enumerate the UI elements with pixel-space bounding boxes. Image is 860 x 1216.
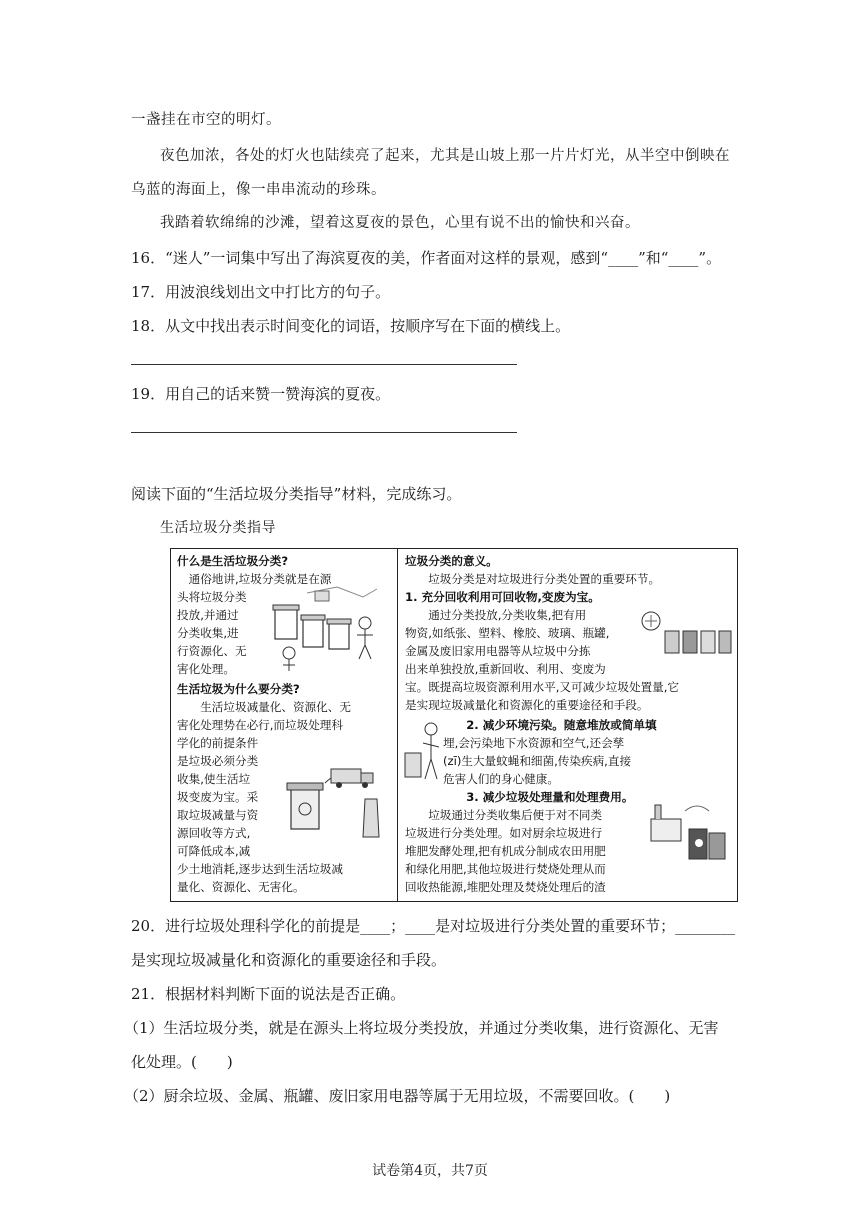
question-20-continued: 是实现垃圾减量化和资源化的重要途径和手段。 (131, 951, 447, 969)
recycle-bins-illustration (637, 607, 733, 661)
figure-text-line: 头将垃圾分类 (177, 590, 247, 604)
figure-heading: 什么是生活垃圾分类? (177, 554, 289, 568)
figure-text-line: 垃圾进行分类处理。如对厨余垃圾进行 (405, 826, 603, 840)
figure-text-line: 圾变废为宝。采 (177, 790, 259, 804)
figure-text-line: 分类收集,进 (177, 626, 239, 640)
figure-text-line: 通俗地讲,垃圾分类就是在源 (177, 572, 332, 586)
figure-text-line: 害化处理势在必行,而垃圾处理科 (177, 718, 343, 732)
figure-text-line: 少土地消耗,逐步达到生活垃圾减 (177, 862, 343, 876)
question-19: 19．用自己的话来赞一赞海滨的夏夜。 (131, 385, 391, 403)
reading-intro: 阅读下面的“生活垃圾分类指导”材料，完成练习。 (131, 485, 462, 503)
question-21-1: （1）生活垃圾分类，就是在源头上将垃圾分类投放，并通过分类收集，进行资源化、无害 (124, 1019, 719, 1037)
figure-text-line: 出来单独投放,重新回收、利用、变废为 (405, 662, 606, 676)
question-21: 21．根据材料判断下面的说法是否正确。 (131, 985, 406, 1003)
passage-paragraph: 我踏着软绵绵的沙滩，望着这夏夜的景色，心里有说不出的愉快和兴奋。 (160, 215, 640, 231)
figure-text-line: 通过分类投放,分类收集,把有用 (405, 608, 587, 622)
figure-text-line: 投放,并通过 (177, 608, 239, 622)
kids-sorting-illustration (267, 579, 393, 677)
figure-text-line: 可降低成本,减 (177, 844, 251, 858)
figure-title: 生活垃圾分类指导 (160, 520, 276, 536)
figure-text-line: (zī)生大量蚊蝇和细菌,传染疾病,直接 (443, 754, 632, 768)
figure-text-line: 回收热能源,堆肥处理及焚烧处理后的渣 (405, 880, 606, 894)
recycling-truck-illustration (281, 759, 391, 851)
waste-processing-illustration (645, 799, 731, 865)
garbage-sorting-guide-figure (170, 548, 738, 902)
figure-text-line: 源回收等方式, (177, 826, 251, 840)
figure-text-line: 垃圾分类是对垃圾进行分类处置的重要环节。 (405, 572, 661, 586)
littering-person-illustration (403, 717, 443, 787)
passage-paragraph-line: 乌蓝的海面上，像一串串流动的珍珠。 (131, 182, 386, 198)
passage-paragraph-line: 夜色加浓，各处的灯火也陆续亮了起来，尤其是山坡上那一片片灯光，从半空中倒映在 (160, 148, 730, 164)
figure-text-line: 危害人们的身心健康。 (443, 772, 559, 786)
figure-text-line: 物资,如纸张、塑料、橡胶、玻璃、瓶罐, (405, 626, 610, 640)
figure-left-column (171, 549, 398, 901)
figure-text-line: 埋,会污染地下水资源和空气,还会孳 (443, 736, 625, 750)
figure-subheading: 3. 减少垃圾处理量和处理费用。 (443, 790, 634, 804)
figure-subheading: 2. 减少环境污染。随意堆放或简单填 (443, 718, 657, 732)
answer-line[interactable] (131, 432, 517, 433)
question-16: 16．“迷人”一词集中写出了海滨夏夜的美，作者面对这样的景观，感到“____”和“____”。 (131, 249, 722, 267)
figure-text-line: 收集,使生活垃 (177, 772, 251, 786)
figure-text-line: 学化的前提条件 (177, 736, 259, 750)
question-20: 20．进行垃圾处理科学化的前提是____；____是对垃圾进行分类处置的重要环节；________ (131, 917, 736, 935)
figure-right-column (399, 549, 737, 901)
answer-line[interactable] (131, 364, 517, 365)
figure-text-line: 是实现垃圾减量化和资源化的重要途径和手段。 (405, 698, 649, 712)
figure-text-line: 生活垃圾减量化、资源化、无 (177, 700, 351, 714)
passage-line: 一盏挂在市空的明灯。 (131, 112, 281, 128)
figure-text-line: 取垃圾减量与资 (177, 808, 259, 822)
figure-text-line: 堆肥发酵处理,把有机成分制成农田用肥 (405, 844, 606, 858)
figure-text-line: 垃圾通过分类收集后便于对不同类 (405, 808, 603, 822)
figure-text-line: 是垃圾必须分类 (177, 754, 259, 768)
question-21-1-continued: 化处理。( ) (131, 1053, 233, 1071)
page-footer: 试卷第4页，共7页 (372, 1163, 488, 1179)
figure-text-line: 宝。既提高垃圾资源利用水平,又可减少垃圾处置量,它 (405, 680, 680, 694)
figure-text-line: 量化、资源化、无害化。 (177, 880, 305, 894)
question-18: 18．从文中找出表示时间变化的词语，按顺序写在下面的横线上。 (131, 317, 571, 335)
question-21-2: （2）厨余垃圾、金属、瓶罐、废旧家用电器等属于无用垃圾，不需要回收。( ) (124, 1087, 671, 1105)
figure-text-line: 行资源化、无 (177, 644, 247, 658)
figure-text-line: 害化处理。 (177, 662, 235, 676)
figure-text-line: 和绿化用肥,其他垃圾进行焚烧处理从而 (405, 862, 606, 876)
figure-heading: 垃圾分类的意义。 (405, 554, 498, 568)
figure-subheading: 1. 充分回收利用可回收物,变废为宝。 (405, 590, 600, 604)
question-17: 17．用波浪线划出文中打比方的句子。 (131, 283, 391, 301)
figure-text-line: 金属及废旧家用电器等从垃圾中分拣 (405, 644, 591, 658)
figure-heading: 生活垃圾为什么要分类? (177, 682, 300, 696)
